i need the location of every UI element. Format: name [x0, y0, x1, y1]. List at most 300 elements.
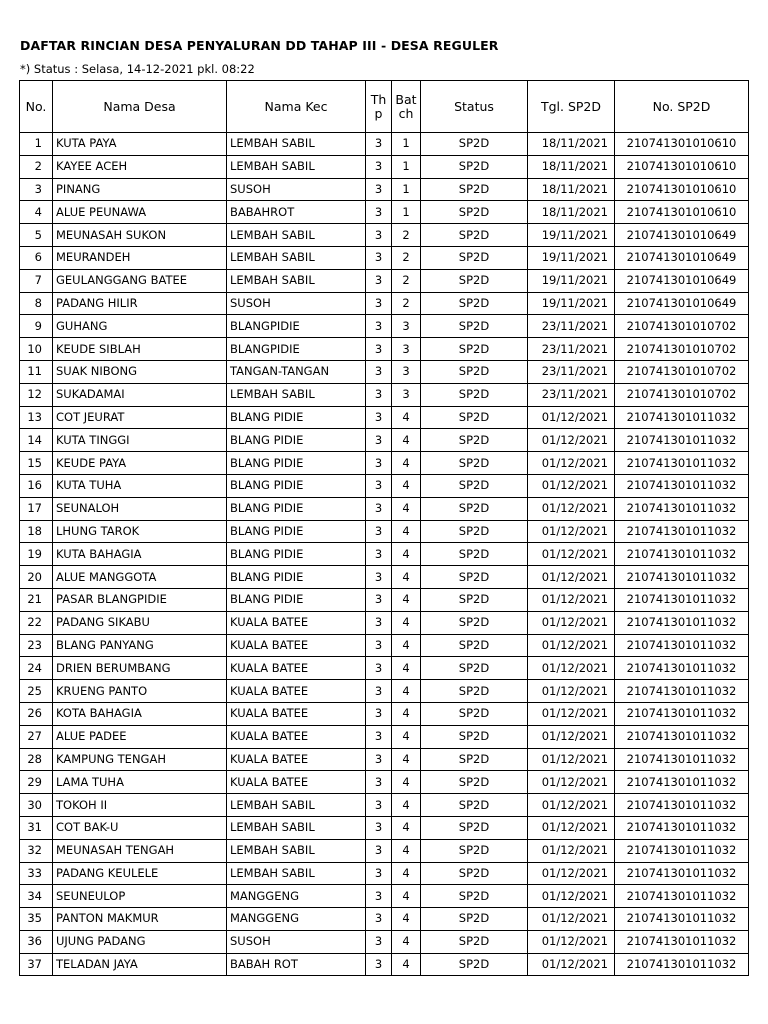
cell-tgl-sp2d: 01/12/2021: [528, 725, 615, 748]
cell-no-sp2d: 210741301011032: [615, 566, 749, 589]
cell-batch: 2: [392, 224, 421, 247]
cell-batch: 1: [392, 178, 421, 201]
cell-no: 37: [20, 953, 53, 976]
cell-no-sp2d: 210741301011032: [615, 543, 749, 566]
cell-thp: 3: [366, 702, 392, 725]
table-row: [20, 360, 749, 383]
cell-batch: 4: [392, 725, 421, 748]
cell-no: 5: [20, 224, 53, 247]
status-line: *) Status : Selasa, 14-12-2021 pkl. 08:22: [20, 62, 255, 76]
cell-no: 35: [20, 908, 53, 931]
cell-nama-kec: SUSOH: [227, 178, 366, 201]
cell-no: 19: [20, 543, 53, 566]
cell-no-sp2d: 210741301010649: [615, 224, 749, 247]
cell-nama-kec: KUALA BATEE: [227, 611, 366, 634]
cell-thp: 3: [366, 953, 392, 976]
cell-nama-kec: KUALA BATEE: [227, 725, 366, 748]
cell-no: 28: [20, 748, 53, 771]
cell-status: SP2D: [421, 543, 528, 566]
cell-no: 1: [20, 133, 53, 156]
cell-thp: 3: [366, 657, 392, 680]
cell-nama-desa: KOTA BAHAGIA: [53, 702, 227, 725]
cell-no: 23: [20, 634, 53, 657]
cell-no-sp2d: 210741301010610: [615, 201, 749, 224]
cell-no: 16: [20, 474, 53, 497]
table-row: [20, 816, 749, 839]
cell-tgl-sp2d: 23/11/2021: [528, 360, 615, 383]
cell-no: 31: [20, 816, 53, 839]
cell-nama-kec: BLANG PIDIE: [227, 452, 366, 475]
cell-no: 27: [20, 725, 53, 748]
table-row: [20, 634, 749, 657]
cell-no: 20: [20, 566, 53, 589]
cell-no: 9: [20, 315, 53, 338]
cell-batch: 3: [392, 383, 421, 406]
cell-no: 21: [20, 588, 53, 611]
cell-status: SP2D: [421, 246, 528, 269]
table-row: [20, 497, 749, 520]
cell-tgl-sp2d: 01/12/2021: [528, 543, 615, 566]
table-row: [20, 543, 749, 566]
cell-nama-kec: BLANG PIDIE: [227, 474, 366, 497]
document-title: DAFTAR RINCIAN DESA PENYALURAN DD TAHAP III - DESA REGULER: [20, 38, 499, 53]
cell-no: 33: [20, 862, 53, 885]
cell-batch: 4: [392, 908, 421, 931]
cell-batch: 4: [392, 520, 421, 543]
header-thp-line1: Th: [370, 91, 387, 107]
cell-batch: 4: [392, 794, 421, 817]
cell-nama-desa: GEULANGGANG BATEE: [53, 269, 227, 292]
table-row: [20, 224, 749, 247]
cell-nama-desa: COT JEURAT: [53, 406, 227, 429]
cell-no: 13: [20, 406, 53, 429]
cell-nama-kec: BLANG PIDIE: [227, 566, 366, 589]
cell-no: 30: [20, 794, 53, 817]
cell-status: SP2D: [421, 725, 528, 748]
table-row: [20, 155, 749, 178]
cell-no: 36: [20, 930, 53, 953]
cell-thp: 3: [366, 862, 392, 885]
cell-thp: 3: [366, 930, 392, 953]
table-row: [20, 930, 749, 953]
cell-tgl-sp2d: 19/11/2021: [528, 292, 615, 315]
cell-status: SP2D: [421, 201, 528, 224]
cell-tgl-sp2d: 18/11/2021: [528, 155, 615, 178]
cell-tgl-sp2d: 01/12/2021: [528, 452, 615, 475]
cell-nama-desa: GUHANG: [53, 315, 227, 338]
cell-thp: 3: [366, 246, 392, 269]
cell-status: SP2D: [421, 406, 528, 429]
cell-nama-desa: LAMA TUHA: [53, 771, 227, 794]
cell-tgl-sp2d: 23/11/2021: [528, 315, 615, 338]
cell-tgl-sp2d: 01/12/2021: [528, 429, 615, 452]
table-body: [20, 133, 749, 976]
cell-thp: 3: [366, 588, 392, 611]
cell-tgl-sp2d: 23/11/2021: [528, 338, 615, 361]
cell-nama-kec: LEMBAH SABIL: [227, 133, 366, 156]
cell-thp: 3: [366, 201, 392, 224]
table-row: [20, 680, 749, 703]
table-row: [20, 133, 749, 156]
cell-nama-desa: KUTA PAYA: [53, 133, 227, 156]
cell-nama-desa: TOKOH II: [53, 794, 227, 817]
cell-batch: 4: [392, 452, 421, 475]
cell-no: 7: [20, 269, 53, 292]
cell-nama-desa: KRUENG PANTO: [53, 680, 227, 703]
table-row: [20, 908, 749, 931]
cell-nama-desa: MEURANDEH: [53, 246, 227, 269]
cell-nama-desa: KUTA BAHAGIA: [53, 543, 227, 566]
cell-status: SP2D: [421, 908, 528, 931]
cell-batch: 4: [392, 930, 421, 953]
cell-batch: 4: [392, 953, 421, 976]
cell-no-sp2d: 210741301011032: [615, 634, 749, 657]
table-row: [20, 794, 749, 817]
table-row: [20, 246, 749, 269]
table-row: [20, 292, 749, 315]
cell-nama-kec: BLANG PIDIE: [227, 406, 366, 429]
cell-status: SP2D: [421, 178, 528, 201]
cell-no: 14: [20, 429, 53, 452]
cell-thp: 3: [366, 566, 392, 589]
cell-nama-desa: ALUE PADEE: [53, 725, 227, 748]
cell-nama-desa: KUTA TINGGI: [53, 429, 227, 452]
cell-no-sp2d: 210741301011032: [615, 794, 749, 817]
cell-no-sp2d: 210741301011032: [615, 406, 749, 429]
cell-tgl-sp2d: 01/12/2021: [528, 680, 615, 703]
cell-nama-kec: LEMBAH SABIL: [227, 862, 366, 885]
cell-no-sp2d: 210741301011032: [615, 816, 749, 839]
cell-status: SP2D: [421, 292, 528, 315]
cell-batch: 4: [392, 771, 421, 794]
cell-nama-kec: LEMBAH SABIL: [227, 246, 366, 269]
cell-batch: 4: [392, 588, 421, 611]
table-row: [20, 862, 749, 885]
cell-thp: 3: [366, 474, 392, 497]
cell-no: 11: [20, 360, 53, 383]
cell-status: SP2D: [421, 338, 528, 361]
cell-status: SP2D: [421, 452, 528, 475]
table-header-row: [20, 81, 749, 133]
cell-no-sp2d: 210741301011032: [615, 680, 749, 703]
cell-thp: 3: [366, 634, 392, 657]
cell-status: SP2D: [421, 566, 528, 589]
cell-nama-kec: KUALA BATEE: [227, 748, 366, 771]
cell-tgl-sp2d: 18/11/2021: [528, 178, 615, 201]
cell-nama-desa: COT BAK-U: [53, 816, 227, 839]
cell-nama-desa: PANTON MAKMUR: [53, 908, 227, 931]
cell-thp: 3: [366, 497, 392, 520]
table-row: [20, 474, 749, 497]
cell-batch: 4: [392, 429, 421, 452]
cell-status: SP2D: [421, 133, 528, 156]
cell-tgl-sp2d: 01/12/2021: [528, 771, 615, 794]
cell-tgl-sp2d: 01/12/2021: [528, 794, 615, 817]
cell-no: 24: [20, 657, 53, 680]
cell-no-sp2d: 210741301011032: [615, 862, 749, 885]
cell-no: 17: [20, 497, 53, 520]
cell-nama-desa: KEUDE PAYA: [53, 452, 227, 475]
cell-no-sp2d: 210741301010610: [615, 155, 749, 178]
cell-no-sp2d: 210741301011032: [615, 702, 749, 725]
cell-thp: 3: [366, 292, 392, 315]
cell-nama-desa: DRIEN BERUMBANG: [53, 657, 227, 680]
cell-thp: 3: [366, 611, 392, 634]
cell-nama-desa: PASAR BLANGPIDIE: [53, 588, 227, 611]
cell-thp: 3: [366, 429, 392, 452]
cell-batch: 3: [392, 315, 421, 338]
cell-tgl-sp2d: 01/12/2021: [528, 885, 615, 908]
table-row: [20, 748, 749, 771]
table-row: [20, 452, 749, 475]
cell-nama-kec: LEMBAH SABIL: [227, 816, 366, 839]
cell-nama-desa: KAYEE ACEH: [53, 155, 227, 178]
cell-nama-desa: SEUNALOH: [53, 497, 227, 520]
cell-nama-kec: KUALA BATEE: [227, 657, 366, 680]
cell-status: SP2D: [421, 224, 528, 247]
cell-nama-desa: PADANG HILIR: [53, 292, 227, 315]
cell-status: SP2D: [421, 862, 528, 885]
cell-batch: 2: [392, 292, 421, 315]
cell-status: SP2D: [421, 315, 528, 338]
cell-batch: 4: [392, 634, 421, 657]
header-no: No.: [20, 81, 53, 133]
table-row: [20, 885, 749, 908]
cell-no: 4: [20, 201, 53, 224]
cell-no-sp2d: 210741301010610: [615, 178, 749, 201]
cell-nama-desa: SEUNEULOP: [53, 885, 227, 908]
cell-no-sp2d: 210741301011032: [615, 771, 749, 794]
cell-no: 25: [20, 680, 53, 703]
cell-tgl-sp2d: 18/11/2021: [528, 201, 615, 224]
cell-nama-kec: BLANG PIDIE: [227, 429, 366, 452]
cell-tgl-sp2d: 18/11/2021: [528, 133, 615, 156]
header-batch: [392, 81, 421, 133]
cell-batch: 4: [392, 406, 421, 429]
table-row: [20, 201, 749, 224]
cell-thp: 3: [366, 794, 392, 817]
table-row: [20, 383, 749, 406]
cell-status: SP2D: [421, 930, 528, 953]
cell-nama-desa: BLANG PANYANG: [53, 634, 227, 657]
cell-no-sp2d: 210741301011032: [615, 930, 749, 953]
cell-batch: 1: [392, 133, 421, 156]
village-table: [19, 80, 749, 976]
cell-thp: 3: [366, 748, 392, 771]
cell-nama-desa: TELADAN JAYA: [53, 953, 227, 976]
table-row: [20, 702, 749, 725]
cell-no: 3: [20, 178, 53, 201]
table-row: [20, 178, 749, 201]
table-row: [20, 771, 749, 794]
cell-nama-desa: KAMPUNG TENGAH: [53, 748, 227, 771]
cell-status: SP2D: [421, 269, 528, 292]
table-row: [20, 406, 749, 429]
cell-no: 6: [20, 246, 53, 269]
cell-batch: 4: [392, 657, 421, 680]
cell-thp: 3: [366, 178, 392, 201]
header-thp-line2: p: [374, 105, 383, 121]
cell-thp: 3: [366, 133, 392, 156]
cell-thp: 3: [366, 452, 392, 475]
cell-batch: 2: [392, 269, 421, 292]
cell-tgl-sp2d: 01/12/2021: [528, 657, 615, 680]
cell-batch: 4: [392, 702, 421, 725]
cell-no: 18: [20, 520, 53, 543]
cell-no: 22: [20, 611, 53, 634]
table-row: [20, 588, 749, 611]
cell-tgl-sp2d: 01/12/2021: [528, 862, 615, 885]
cell-nama-kec: LEMBAH SABIL: [227, 224, 366, 247]
cell-batch: 4: [392, 474, 421, 497]
cell-tgl-sp2d: 19/11/2021: [528, 246, 615, 269]
cell-nama-kec: BLANGPIDIE: [227, 315, 366, 338]
cell-status: SP2D: [421, 634, 528, 657]
header-tgl-sp2d: Tgl. SP2D: [528, 81, 615, 133]
cell-nama-kec: BABAH ROT: [227, 953, 366, 976]
cell-status: SP2D: [421, 383, 528, 406]
cell-status: SP2D: [421, 816, 528, 839]
cell-nama-desa: UJUNG PADANG: [53, 930, 227, 953]
cell-tgl-sp2d: 01/12/2021: [528, 702, 615, 725]
header-thp: [366, 81, 392, 133]
table-row: [20, 839, 749, 862]
cell-batch: 4: [392, 611, 421, 634]
cell-nama-desa: KEUDE SIBLAH: [53, 338, 227, 361]
cell-tgl-sp2d: 01/12/2021: [528, 748, 615, 771]
cell-no-sp2d: 210741301010702: [615, 338, 749, 361]
cell-no-sp2d: 210741301011032: [615, 748, 749, 771]
cell-nama-kec: TANGAN-TANGAN: [227, 360, 366, 383]
cell-no-sp2d: 210741301011032: [615, 520, 749, 543]
cell-tgl-sp2d: 01/12/2021: [528, 497, 615, 520]
cell-nama-desa: SUKADAMAI: [53, 383, 227, 406]
cell-nama-kec: KUALA BATEE: [227, 702, 366, 725]
cell-tgl-sp2d: 01/12/2021: [528, 566, 615, 589]
cell-tgl-sp2d: 01/12/2021: [528, 953, 615, 976]
cell-thp: 3: [366, 839, 392, 862]
cell-nama-desa: PADANG SIKABU: [53, 611, 227, 634]
cell-tgl-sp2d: 01/12/2021: [528, 520, 615, 543]
cell-status: SP2D: [421, 953, 528, 976]
cell-nama-desa: MEUNASAH TENGAH: [53, 839, 227, 862]
cell-no: 26: [20, 702, 53, 725]
cell-no: 10: [20, 338, 53, 361]
header-no-sp2d: No. SP2D: [615, 81, 749, 133]
cell-nama-kec: BLANG PIDIE: [227, 543, 366, 566]
cell-nama-kec: BLANG PIDIE: [227, 497, 366, 520]
cell-batch: 4: [392, 816, 421, 839]
cell-thp: 3: [366, 680, 392, 703]
cell-batch: 4: [392, 885, 421, 908]
cell-no-sp2d: 210741301010649: [615, 246, 749, 269]
table-row: [20, 315, 749, 338]
cell-no: 8: [20, 292, 53, 315]
cell-no-sp2d: 210741301011032: [615, 953, 749, 976]
cell-no-sp2d: 210741301011032: [615, 657, 749, 680]
cell-no: 32: [20, 839, 53, 862]
table-row: [20, 611, 749, 634]
cell-status: SP2D: [421, 839, 528, 862]
cell-status: SP2D: [421, 360, 528, 383]
cell-nama-kec: BLANG PIDIE: [227, 588, 366, 611]
cell-status: SP2D: [421, 748, 528, 771]
cell-status: SP2D: [421, 474, 528, 497]
cell-batch: 4: [392, 680, 421, 703]
cell-no-sp2d: 210741301011032: [615, 452, 749, 475]
table-row: [20, 520, 749, 543]
cell-no-sp2d: 210741301011032: [615, 725, 749, 748]
cell-thp: 3: [366, 155, 392, 178]
cell-nama-kec: SUSOH: [227, 292, 366, 315]
cell-no-sp2d: 210741301011032: [615, 429, 749, 452]
cell-no-sp2d: 210741301011032: [615, 839, 749, 862]
cell-batch: 4: [392, 543, 421, 566]
cell-no-sp2d: 210741301011032: [615, 474, 749, 497]
cell-nama-desa: PINANG: [53, 178, 227, 201]
cell-no-sp2d: 210741301010702: [615, 360, 749, 383]
header-status: Status: [421, 81, 528, 133]
cell-nama-desa: KUTA TUHA: [53, 474, 227, 497]
cell-tgl-sp2d: 23/11/2021: [528, 383, 615, 406]
cell-tgl-sp2d: 01/12/2021: [528, 930, 615, 953]
cell-nama-kec: KUALA BATEE: [227, 771, 366, 794]
cell-status: SP2D: [421, 794, 528, 817]
cell-tgl-sp2d: 01/12/2021: [528, 634, 615, 657]
cell-nama-kec: BLANG PIDIE: [227, 520, 366, 543]
cell-thp: 3: [366, 771, 392, 794]
cell-thp: 3: [366, 543, 392, 566]
cell-nama-kec: LEMBAH SABIL: [227, 155, 366, 178]
cell-tgl-sp2d: 01/12/2021: [528, 816, 615, 839]
table-row: [20, 429, 749, 452]
cell-thp: 3: [366, 383, 392, 406]
cell-nama-kec: LEMBAH SABIL: [227, 794, 366, 817]
cell-no-sp2d: 210741301011032: [615, 588, 749, 611]
cell-status: SP2D: [421, 680, 528, 703]
cell-thp: 3: [366, 315, 392, 338]
cell-no-sp2d: 210741301011032: [615, 885, 749, 908]
cell-nama-kec: MANGGENG: [227, 885, 366, 908]
cell-nama-kec: BLANGPIDIE: [227, 338, 366, 361]
table-row: [20, 725, 749, 748]
cell-tgl-sp2d: 19/11/2021: [528, 269, 615, 292]
cell-nama-kec: KUALA BATEE: [227, 634, 366, 657]
table-row: [20, 338, 749, 361]
cell-batch: 2: [392, 246, 421, 269]
cell-thp: 3: [366, 725, 392, 748]
cell-status: SP2D: [421, 657, 528, 680]
cell-thp: 3: [366, 338, 392, 361]
table-row: [20, 269, 749, 292]
cell-status: SP2D: [421, 588, 528, 611]
cell-batch: 3: [392, 360, 421, 383]
table-row: [20, 566, 749, 589]
cell-nama-desa: LHUNG TAROK: [53, 520, 227, 543]
cell-tgl-sp2d: 01/12/2021: [528, 839, 615, 862]
cell-no-sp2d: 210741301010649: [615, 292, 749, 315]
cell-no-sp2d: 210741301011032: [615, 497, 749, 520]
cell-no-sp2d: 210741301011032: [615, 611, 749, 634]
cell-nama-desa: SUAK NIBONG: [53, 360, 227, 383]
cell-batch: 4: [392, 566, 421, 589]
cell-tgl-sp2d: 01/12/2021: [528, 474, 615, 497]
cell-nama-desa: ALUE MANGGOTA: [53, 566, 227, 589]
cell-batch: 4: [392, 839, 421, 862]
cell-nama-kec: MANGGENG: [227, 908, 366, 931]
cell-nama-kec: SUSOH: [227, 930, 366, 953]
cell-batch: 4: [392, 497, 421, 520]
